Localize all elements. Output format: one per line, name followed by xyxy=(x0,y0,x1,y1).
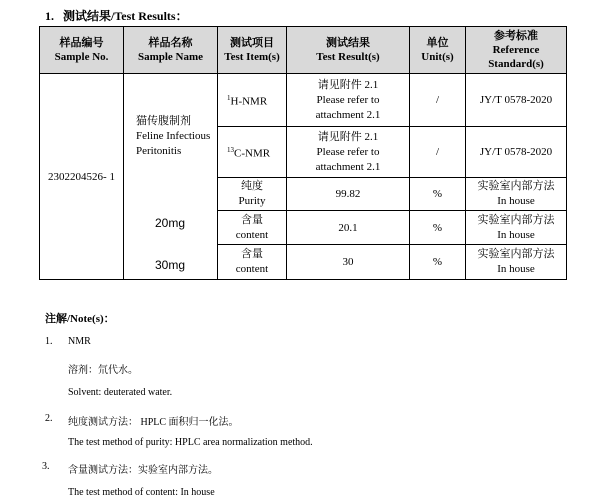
test-item-c-nmr: $^{13}$C-NMR xyxy=(218,127,287,178)
unit: / xyxy=(410,127,466,178)
table-row xyxy=(40,74,567,127)
reference-standard: JY/T 0578-2020 xyxy=(466,127,567,178)
sample-no-cell: 2302204526- 1 xyxy=(40,74,124,280)
sample-name: 猫传腹制剂 Feline Infectious Peritonitis xyxy=(136,115,211,157)
test-result: 请见附件 2.1 Please refer to attachment 2.1 xyxy=(287,74,410,127)
test-item-content: 含量 content xyxy=(218,245,287,280)
test-result: 20.1 xyxy=(287,211,410,245)
sample-mass-20: 20mg xyxy=(155,216,186,230)
note-item: 1. NMR xyxy=(45,336,91,347)
note-item: 2. 纯度测试方法： HPLC 面积归一化法。 xyxy=(45,413,239,428)
unit: % xyxy=(410,211,466,245)
header-sample-no: 样品编号 Sample No. xyxy=(40,27,124,74)
test-result: 99.82 xyxy=(287,178,410,211)
notes-title: 注解/Note(s)： xyxy=(45,313,115,325)
unit: / xyxy=(410,74,466,127)
test-item-content: 含量 content xyxy=(218,211,287,245)
reference-standard: 实验室内部方法 In house xyxy=(466,211,567,245)
reference-standard: 实验室内部方法 In house xyxy=(466,245,567,280)
test-result: 30 xyxy=(287,245,410,280)
test-item-h-nmr: $^1$H-NMR xyxy=(218,74,287,127)
note-line: The test method of purity: HPLC area normalization method. xyxy=(68,437,313,448)
header-test-result: 测试结果 Test Result(s) xyxy=(287,27,410,74)
sample-mass-30: 30mg xyxy=(155,258,186,272)
header-sample-name: 样品名称 Sample Name xyxy=(124,27,218,74)
test-results-table xyxy=(39,26,567,280)
reference-standard: 实验室内部方法 In house xyxy=(466,178,567,211)
note-line: The test method of content: In house xyxy=(68,487,215,498)
header-unit: 单位 Unit(s) xyxy=(410,27,466,74)
note-item: 3. 含量测试方法：实验室内部方法。 xyxy=(42,461,218,476)
unit: % xyxy=(410,178,466,211)
header-test-item: 测试项目 Test Item(s) xyxy=(218,27,287,74)
reference-standard: JY/T 0578-2020 xyxy=(466,74,567,127)
table-header-row xyxy=(40,27,567,74)
note-line: Solvent: deuterated water. xyxy=(68,387,173,398)
note-line: 溶剂：氘代水。 xyxy=(68,365,138,376)
section-heading: 1. 测试结果/Test Results： xyxy=(45,9,188,23)
test-result: 请见附件 2.1 Please refer to attachment 2.1 xyxy=(287,127,410,178)
unit: % xyxy=(410,245,466,280)
header-reference: 参考标准 Reference Standard(s) xyxy=(466,27,567,74)
sample-name-cell xyxy=(124,74,218,280)
test-item-purity: 纯度 Purity xyxy=(218,178,287,211)
